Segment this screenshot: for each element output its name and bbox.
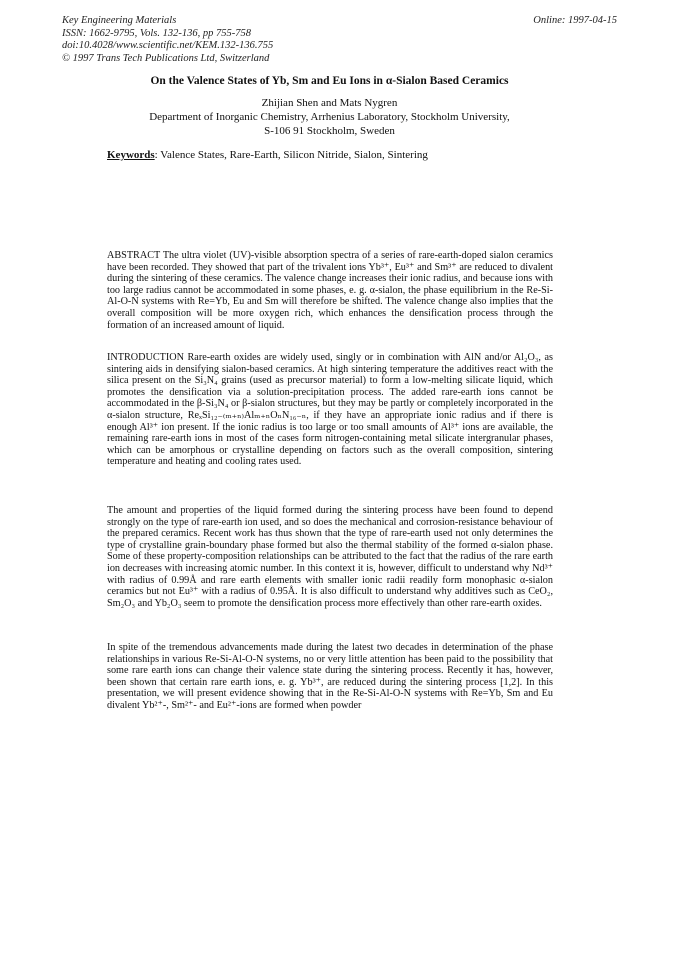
introduction-heading: INTRODUCTION: [107, 352, 184, 363]
copyright-line: © 1997 Trans Tech Publications Ltd, Switzerland: [62, 52, 270, 64]
introduction-paragraph: [107, 352, 553, 468]
journal-name: Key Engineering Materials: [62, 15, 177, 26]
author-names: Zhijian Shen and Mats Nygren: [261, 97, 398, 109]
keywords-line: [107, 149, 553, 161]
keywords-label: Keywords: [107, 149, 155, 161]
online-date: Online: 1997-04-15: [533, 15, 617, 26]
abstract-text: The ultra violet (UV)-visible absorption spectra of a series of rare-earth-doped sialon ceramics have been recorded. They showed that part of the trivalent ions Yb³⁺, Eu³⁺ and Sm³⁺ are reduced to divalent during the sintering of these ceramics. The valence change increases their ionic radius, and because ions with too large radius cannot be accommodated in some phases, e. g. α-sialon, the phase equilibrium in the Re-Si-Al-O-N systems with Re=Yb, Eu and Sm will therefore be shifted. The valence change also implies that the overall composition will be more oxygen rich, which enhances the densification process through the formation of an increased amount of liquid.: [107, 250, 553, 331]
paper-title: On the Valence States of Yb, Sm and Eu Ions in α-Sialon Based Ceramics: [150, 75, 509, 87]
page-header: [62, 15, 617, 65]
body-paragraph-4: In spite of the tremendous advancements made during the latest two decades in determination of the phase relationships in various Re-Si-Al-O-N systems, no or very little attention has been paid to the possibility that some rare earth ions can change their valence state during the sintering process. Recently it has, however, been shown that certain rare earth ions, e. g. Yb³⁺, are reduced during the sintering process [1,2]. In this presentation, we will present evidence showing that in the Re-Si-Al-O-N systems with Re=Yb, Sm and Eu divalent Yb²⁺-, Sm²⁺- and Eu²⁺-ions are formed when powder: [107, 642, 553, 711]
affiliation-line-2: S-106 91 Stockholm, Sweden: [264, 125, 395, 137]
doi-line[interactable]: doi:10.4028/www.scientific.net/KEM.132-136.755: [62, 40, 274, 51]
issn-line: ISSN: 1662-9795, Vols. 132-136, pp 755-758: [62, 27, 251, 39]
introduction-text: Rare-earth oxides are widely used, singly or in combination with AlN and/or Al₂O₃, as sintering aids in densifying sialon-based ceramics. At high sintering temperature the additives react with the silica present on the Si₃N₄ grains (used as precursor material) to form a low-melting silicate liquid, which promotes the densification via a solution-precipitation process. The added rare-earth ions cannot be accommodated in the β-Si₃N₄ or β-sialon structures, but they may be partly or completely incorporated in the α-sialon structure, ReₓSi₁₂₋₍ₘ₊ₙ₎Alₘ₊ₙOₙN₁₆₋ₙ, if they have an appropriate ionic radius and if there is enough Al³⁺ ion present. If the ionic radius is too large or too small amounts of Al³⁺ ions are available, the remaining rare-earth ions in most of the cases form nitrogen-containing metal silicate intergranular phases, which can be amorphous or crystalline depending on factors such as the overall composition, sintering temperature and heating and cooling rates used.: [107, 352, 553, 468]
body-paragraph-3: The amount and properties of the liquid formed during the sintering process have been found to depend strongly on the type of rare-earth ion used, and so does the mechanical and corrosion-resistance behaviour of the prepared ceramics. Recent work has thus shown that the type of rare-earth used not only determines the type of crystalline grain-boundary phase formed but also the thermal stability of the formed α-sialon phase. Some of these property-composition relationships can be attributed to the fact that the radius of the rare earth ion decreases with increasing atomic number. In this context it is, however, difficult to understand why Nd³⁺ with radius of 0.99Å and rare earth elements with smaller ionic radii readily form monophasic α-sialon ceramics but not Eu³⁺ with a radius of 0.95Å. It is also difficult to understand why additives such as CeO₂, Sm₂O₃ and Yb₂O₃ seem to promote the densification process more effectively than other rare-earth oxides.: [107, 505, 553, 609]
abstract-heading: ABSTRACT: [107, 250, 161, 261]
affiliation-line-1: Department of Inorganic Chemistry, Arrhenius Laboratory, Stockholm University,: [149, 111, 510, 123]
abstract-paragraph: [107, 250, 553, 331]
keywords-colon: :: [154, 149, 161, 161]
author-block: [106, 96, 553, 138]
keywords-text: Valence States, Rare-Earth, Silicon Nitride, Sialon, Sintering: [160, 149, 428, 161]
